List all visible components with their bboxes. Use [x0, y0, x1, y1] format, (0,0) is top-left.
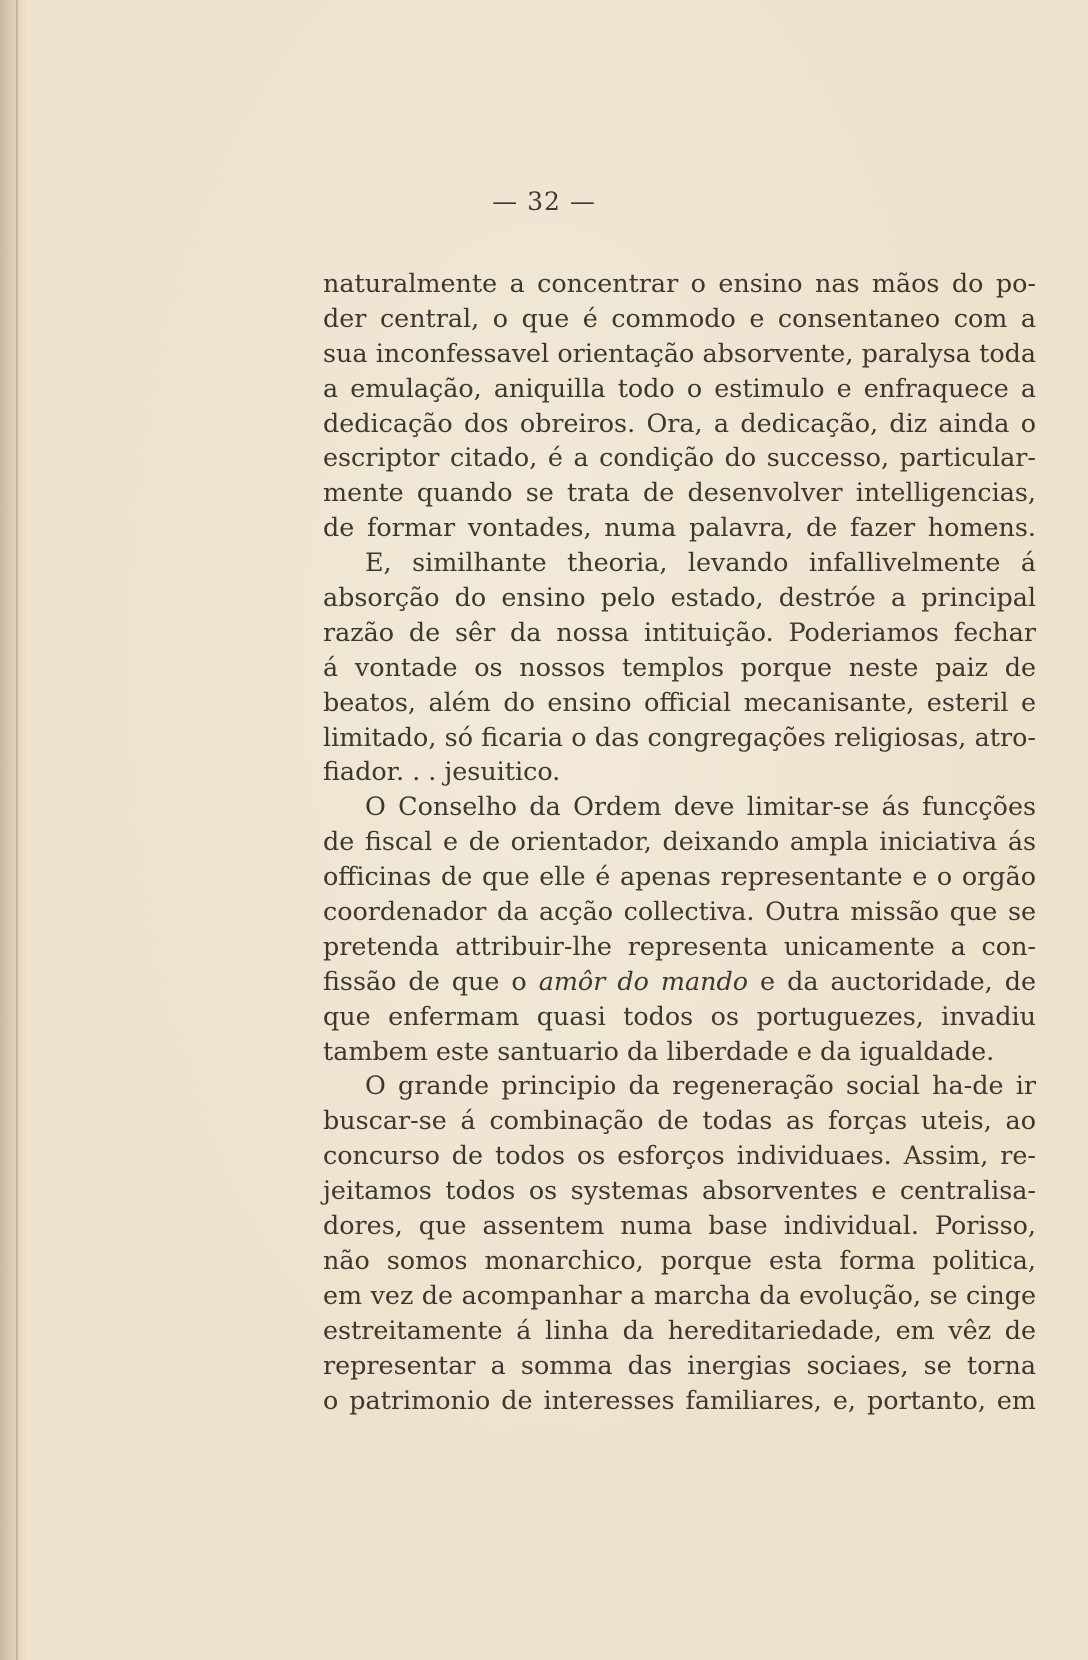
- text-line: E, similhante theoria, levando infallivelmente á: [365, 547, 1036, 578]
- text-line: concurso de todos os esforços individuaes. Assim, re-: [323, 1140, 1036, 1171]
- italic-phrase: amôr do mando: [538, 965, 749, 996]
- text-line: dedicação dos obreiros. Ora, a dedicação, diz ainda o: [323, 407, 1036, 438]
- text-line: O grande principio da regeneração social ha-de ir: [365, 1070, 1036, 1101]
- text-line: naturalmente a concentrar o ensino nas mãos do po-: [323, 268, 1036, 298]
- text-line: que enfermam quasi todos os portuguezes, invadiu: [323, 1000, 1036, 1031]
- text-segment: e da auctoridade, de: [760, 965, 1036, 996]
- text-line: não somos monarchico, porque esta forma politica,: [323, 1244, 1036, 1275]
- text-segment: fissão de que o: [323, 965, 527, 996]
- text-line-with-italic: [323, 964, 1036, 999]
- binding-edge: [0, 0, 28, 1660]
- body-text: [323, 266, 1036, 1417]
- binding-line: [16, 0, 18, 1660]
- text-line: escriptor citado, é a condição do successo, particular-: [323, 442, 1036, 473]
- text-line: á vontade os nossos templos porque neste paiz de: [323, 651, 1036, 682]
- text-line: de fiscal e de orientador, deixando ampla iniciativa ás: [323, 826, 1036, 857]
- text-line: o patrimonio de interesses familiares, e, portanto, em: [323, 1384, 1036, 1415]
- text-line: estreitamente á linha da hereditariedade, em vêz de: [323, 1314, 1036, 1345]
- text-line: de formar vontades, numa palavra, de fazer homens.: [323, 512, 1036, 543]
- text-line: limitado, só ficaria o das congregações religiosas, atro-: [323, 721, 1036, 752]
- text-line: O Conselho da Ordem deve limitar-se ás funcções: [365, 791, 1036, 822]
- text-line: razão de sêr da nossa intituição. Poderiamos fechar: [323, 616, 1036, 647]
- text-line: mente quando se trata de desenvolver intelligencias,: [323, 477, 1036, 508]
- text-line: representar a somma das inergias sociaes, se torna: [323, 1349, 1036, 1380]
- text-line: jeitamos todos os systemas absorventes e centralisa-: [323, 1175, 1036, 1206]
- text-line: beatos, além do ensino official mecanisante, esteril e: [323, 686, 1036, 717]
- text-line: absorção do ensino pelo estado, destróe a principal: [323, 582, 1036, 613]
- text-line: fiador. . . jesuitico.: [323, 756, 561, 787]
- text-line: coordenador da acção collectiva. Outra missão que se: [323, 896, 1036, 927]
- text-line: der central, o que é commodo e consentaneo com a: [323, 302, 1036, 333]
- text-line: pretenda attribuir-lhe representa unicamente a con-: [323, 930, 1036, 961]
- text-line: a emulação, aniquilla todo o estimulo e enfraquece a: [323, 372, 1036, 403]
- text-line: tambem este santuario da liberdade e da igualdade.: [323, 1035, 995, 1066]
- text-line: officinas de que elle é apenas representante e o orgão: [323, 861, 1036, 892]
- page-number: — 32 —: [492, 187, 596, 216]
- text-line: dores, que assentem numa base individual. Porisso,: [323, 1210, 1036, 1241]
- text-line: sua inconfessavel orientação absorvente, paralysa toda: [323, 337, 1036, 368]
- text-line: em vez de acompanhar a marcha da evolução, se cinge: [323, 1279, 1036, 1310]
- text-line: buscar-se á combinação de todas as forças uteis, ao: [323, 1105, 1036, 1136]
